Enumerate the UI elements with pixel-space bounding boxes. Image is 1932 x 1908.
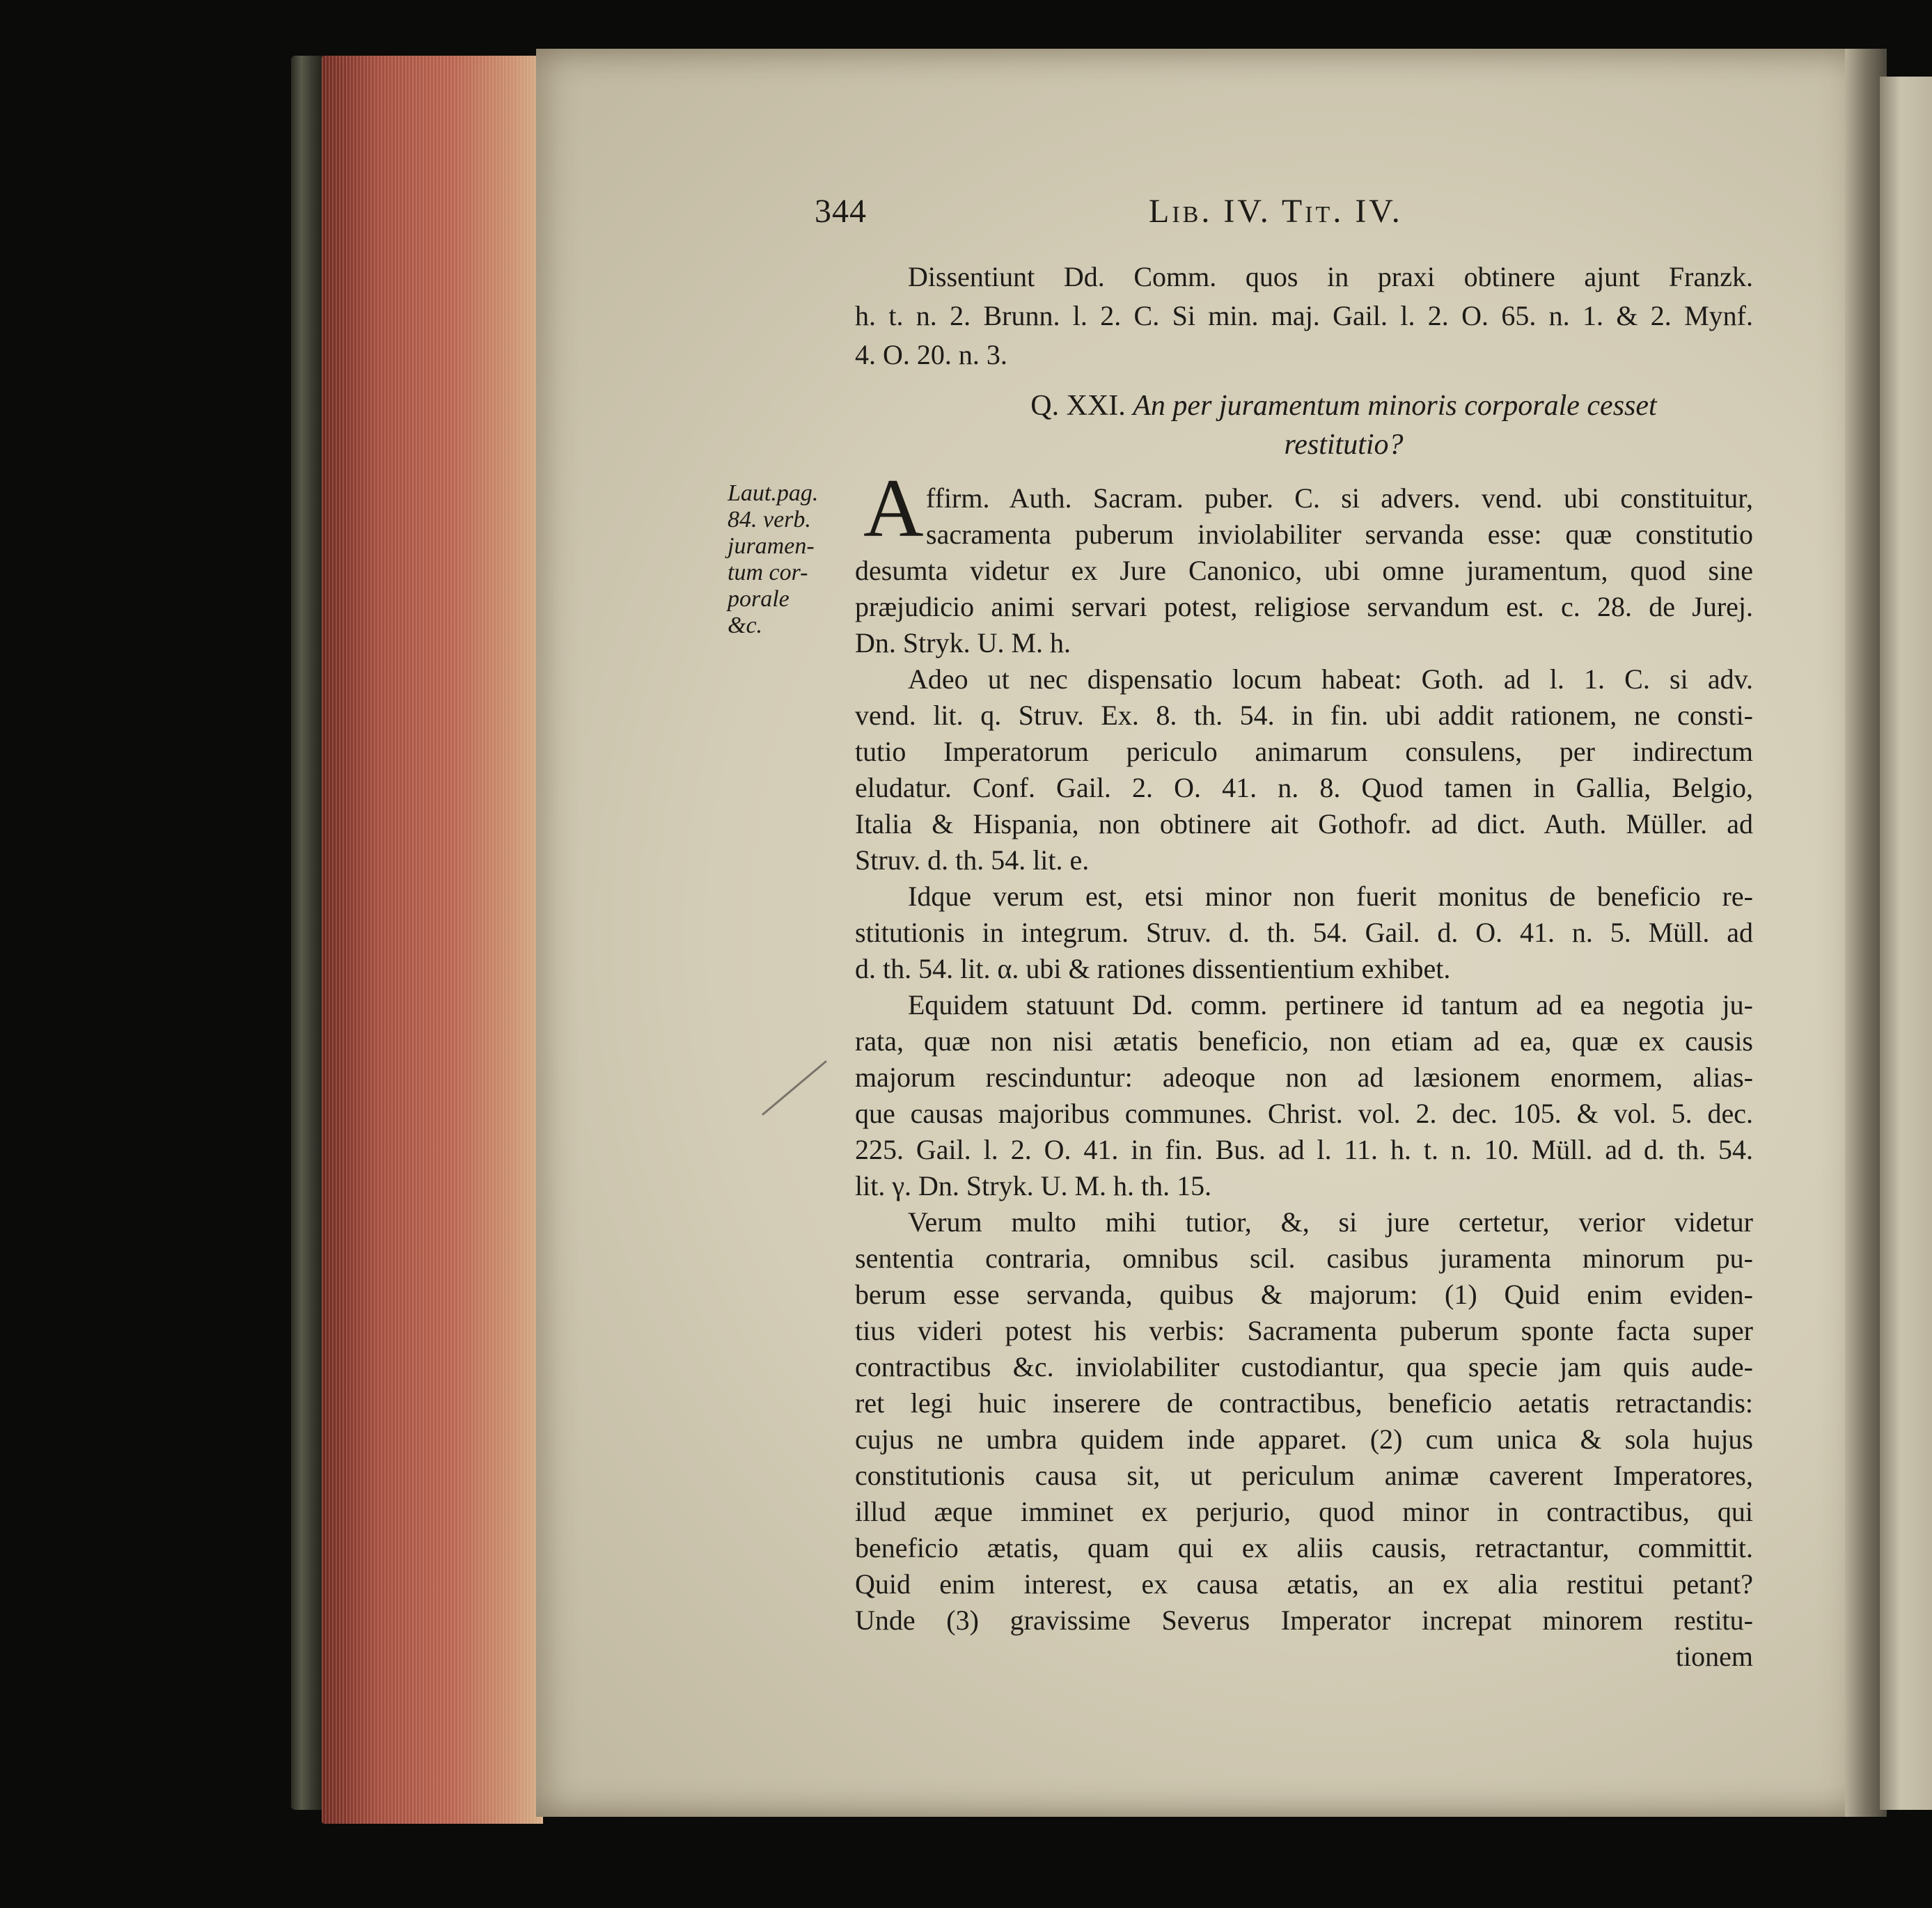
text-line: vend. lit. q. Struv. Ex. 8. th. 54. in fin. ubi addit rationem, ne consti- [855,700,1753,731]
text-line: 4. O. 20. n. 3. [855,339,1007,370]
question-title-line1: An per juramentum minoris corporale cesset [1133,390,1657,422]
question-title-line2: restitutio? [1284,429,1404,461]
text-line: Equidem statuunt Dd. comm. pertinere id tantum ad ea negotia ju- [908,989,1753,1020]
text-line: majorum rescinduntur: adeoque non ad læsionem enormem, alias- [855,1062,1753,1093]
text-line: Quid enim interest, ex causa ætatis, an ex alia restitui petant? [855,1568,1753,1600]
text-line: præjudicio animi servari potest, religiose servandum est. c. 28. de Jurej. [855,591,1753,622]
margin-note-line: Laut.pag. [728,480,819,506]
text-line: constitutionis causa sit, ut periculum animæ caverent Imperatores, [855,1460,1753,1491]
text-line: Verum multo mihi tutior, &, si jure certetur, verior videtur [908,1206,1753,1238]
margin-note-line: juramen- [728,533,815,559]
text-line: h. t. n. 2. Brunn. l. 2. C. Si min. maj. Gail. l. 2. O. 65. n. 1. & 2. Mynf. [855,300,1753,331]
drop-cap: A [863,462,924,554]
question-label: Q. XXI. [1030,390,1126,422]
text-line: Italia & Hispania, non obtinere ait Gothofr. ad dict. Auth. Müller. ad [855,808,1753,839]
margin-note-line: tum cor- [728,560,808,585]
text-line: Idque verum est, etsi minor non fuerit monitus de beneficio re- [908,881,1753,912]
text-line: que causas majoribus communes. Christ. vol. 2. dec. 105. & vol. 5. dec. [855,1098,1753,1129]
text-line: eludatur. Conf. Gail. 2. O. 41. n. 8. Quod tamen in Gallia, Belgio, [855,772,1753,803]
facing-page-edge [1880,77,1932,1810]
text-line: ffirm. Auth. Sacram. puber. C. si advers. vend. ubi constituitur, [926,482,1753,514]
text-line: illud æque imminet ex perjurio, quod minor in contractibus, qui [855,1496,1753,1527]
book-spine [291,56,326,1810]
text-line: tutio Imperatorum periculo animarum consulens, per indirectum [855,736,1753,767]
text-line: rata, quæ non nisi ætatis beneficio, non etiam ad ea, quæ ex causis [855,1025,1753,1057]
text-line: sententia contraria, omnibus scil. casibus juramenta minorum pu- [855,1243,1753,1274]
page-number: 344 [815,193,867,230]
margin-note [728,480,853,639]
text-line: Struv. d. th. 54. lit. e. [855,844,1090,876]
text-line: d. th. 54. lit. α. ubi & rationes dissentientium exhibet. [855,953,1451,984]
catchword: tionem [1675,1641,1753,1672]
question-heading [961,386,1727,464]
text-line: sacramenta puberum inviolabiliter servanda esse: quæ constitutio [926,519,1753,550]
text-line: lit. γ. Dn. Stryk. U. M. h. th. 15. [855,1170,1212,1201]
margin-note-line: 84. verb. [728,507,811,533]
running-head: Lib. IV. Tit. IV. [1149,193,1403,230]
text-line: contractibus &c. inviolabiliter custodiantur, qua specie jam quis aude- [855,1351,1753,1382]
text-line: tius videri potest his verbis: Sacramenta puberum sponte facta super [855,1315,1753,1346]
text-line: Dissentiunt Dd. Comm. quos in praxi obtinere ajunt Franzk. [908,261,1753,292]
text-line: desumta videtur ex Jure Canonico, ubi omne juramentum, quod sine [855,555,1753,586]
page-edges [322,56,543,1824]
margin-note-line: &c. [728,613,763,638]
margin-note-line: porale [728,586,790,612]
text-line: Unde (3) gravissime Severus Imperator increpat minorem restitu- [855,1605,1753,1636]
text-line: ret legi huic inserere de contractibus, beneficio aetatis retractandis: [855,1387,1753,1419]
text-line: berum esse servanda, quibus & majorum: (1) Quid enim eviden- [855,1279,1753,1310]
text-line: Adeo ut nec dispensatio locum habeat: Goth. ad l. 1. C. si adv. [908,663,1753,695]
text-line: beneficio ætatis, quam qui ex aliis causis, retractantur, committit. [855,1532,1753,1563]
text-line: Dn. Stryk. U. M. h. [855,627,1071,659]
text-line: cujus ne umbra quidem inde apparet. (2) cum unica & sola hujus [855,1424,1753,1455]
text-line: 225. Gail. l. 2. O. 41. in fin. Bus. ad l. 11. h. t. n. 10. Müll. ad d. th. 54. [855,1134,1753,1165]
text-line: stitutionis in integrum. Struv. d. th. 54. Gail. d. O. 41. n. 5. Müll. ad [855,917,1753,948]
